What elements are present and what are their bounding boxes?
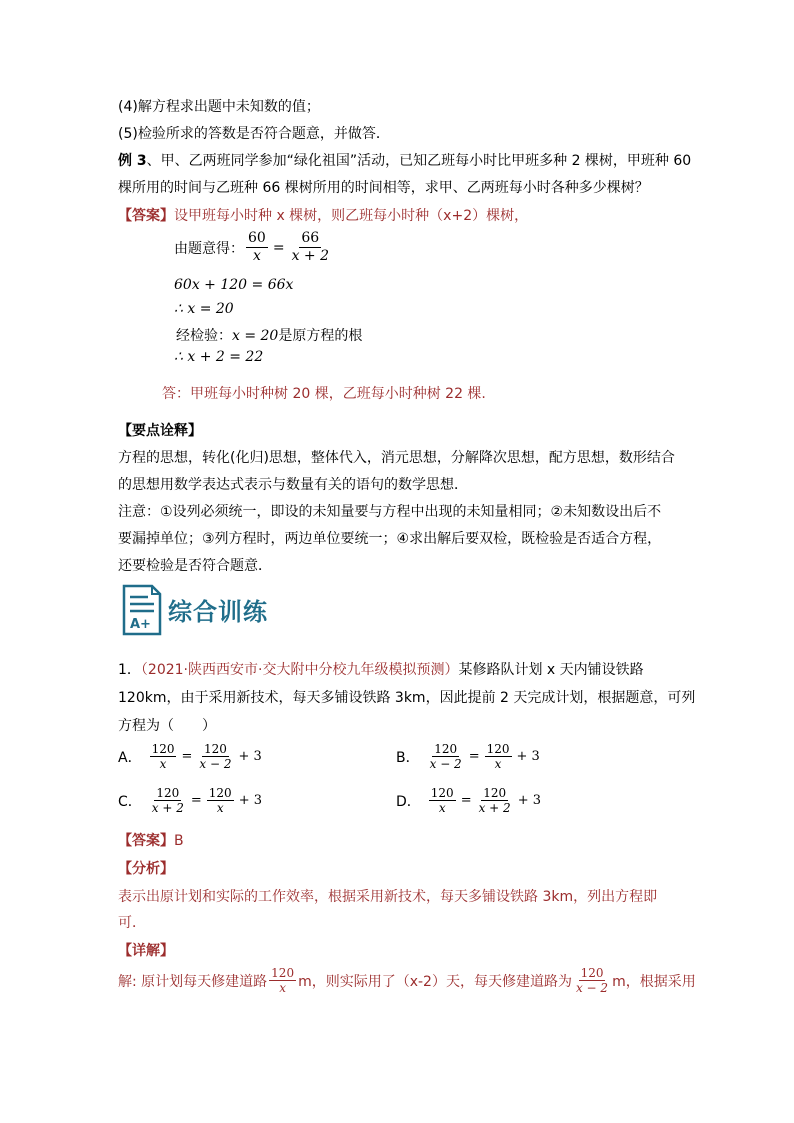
question-1-line-2: 120km，由于采用新技术，每天多铺设铁路 3km，因此提前 2 天完成计划，根据题意，可列 xyxy=(118,690,696,706)
example-3-conclusion: 答：甲班每小时种树 20 棵，乙班每小时种树 22 棵. xyxy=(162,386,486,402)
answer-tag: 【答案】 xyxy=(118,208,174,224)
option-a[interactable]: A． $\frac{120}{x}$ = $\frac{120}{x - 2}$ + 3 xyxy=(118,742,262,771)
key-points-para1-line1: 方程的思想，转化(化归)思想，整体代入，消元思想，分解降次思想，配方思想，数形结合 xyxy=(118,450,675,466)
option-c[interactable]: C． $\frac{120}{x + 2}$ = $\frac{120}{x}$ + 3 xyxy=(118,786,262,815)
key-points-title: 【要点诠释】 xyxy=(118,423,202,439)
answer-value: B xyxy=(174,833,184,849)
detail-line: 解: 原计划每天修建道路 $\frac{120}{x}$ m，则实际用了（x-2）天，每天修建道路为 $\frac{120}{x - 2}$ m，根据采用 xyxy=(118,966,696,995)
fraction-66-over-x-plus-2: $\frac{66}{x + 2}$ xyxy=(291,230,329,264)
svg-text:A+: A+ xyxy=(130,617,151,632)
step-5-text: (5)检验所求的答数是否符合题意，并做答． xyxy=(118,126,390,142)
analysis-tag: 【分析】 xyxy=(118,861,174,877)
equation-line-2: 60x + 120 = 66x xyxy=(174,277,294,293)
equation-setup: 由题意得： $\frac{60}{x}$ = $\frac{66}{x + 2}$ xyxy=(174,230,329,264)
key-points-para2-line1: 注意：①设列必须统一，即设的未知量要与方程中出现的未知量相同；②未知数设出后不 xyxy=(118,504,662,520)
question-source: （2021·陕西西安市·交大附中分校九年级模拟预测） xyxy=(140,662,459,678)
key-points-para2-line2: 要漏掉单位；③列方程时，两边单位要统一；④求出解后要双检，既检验是否适合方程， xyxy=(118,531,662,547)
equation-line-4: 经检验：x = 20是原方程的根 xyxy=(176,328,363,344)
option-b[interactable]: B． $\frac{120}{x - 2}$ = $\frac{120}{x}$ + 3 xyxy=(396,742,540,771)
exam-paper-icon xyxy=(118,582,166,638)
equation-line-3: ∴ x = 20 xyxy=(174,301,234,317)
example-3-line-2: 棵所用的时间与乙班种 66 棵树所用的时间相等，求甲、乙两班每小时各种多少棵树？ xyxy=(118,180,649,196)
example-3-answer: 【答案】设甲班每小时种 x 棵树，则乙班每小时种（x+2）棵树， xyxy=(118,208,529,224)
analysis-line-2: 可． xyxy=(118,915,146,931)
example-3-line-1: 例 3、甲、乙两班同学参加“绿化祖国”活动，已知乙班每小时比甲班多种 2 棵树，甲班种 60 xyxy=(118,153,692,169)
equation-line-5: ∴ x + 2 = 22 xyxy=(174,349,264,365)
key-points-para1-line2: 的思想用数学表达式表示与数量有关的语句的数学思想． xyxy=(118,477,468,493)
analysis-line-1: 表示出原计划和实际的工作效率，根据采用新技术，每天多铺设铁路 3km，列出方程即 xyxy=(118,889,658,905)
fraction-60-over-x: $\frac{60}{x}$ xyxy=(248,230,266,264)
key-points-para2-line3: 还要检验是否符合题意． xyxy=(118,558,272,574)
detail-tag: 【详解】 xyxy=(118,943,174,959)
step-4-text: (4)解方程求出题中未知数的值； xyxy=(118,99,320,115)
option-d[interactable]: D． $\frac{120}{x}$ = $\frac{120}{x + 2}$ + 3 xyxy=(396,786,541,815)
section-title: 综合训练 xyxy=(168,598,268,626)
question-1-line-3: 方程为（ ） xyxy=(118,718,216,734)
question-1-line-1: 1．（2021·陕西西安市·交大附中分校九年级模拟预测）某修路队计划 x 天内铺设铁路 xyxy=(118,662,644,678)
example-3-label: 例 3 xyxy=(118,153,147,169)
question-1-answer: 【答案】B xyxy=(118,833,184,849)
